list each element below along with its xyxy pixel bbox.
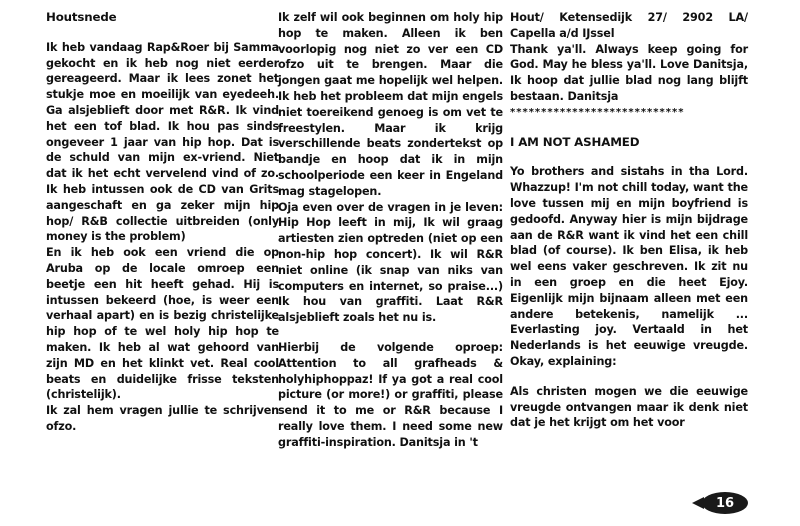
spacer bbox=[510, 121, 748, 135]
column-middle bbox=[278, 10, 503, 451]
letter-heading: I AM NOT ASHAMED bbox=[510, 134, 640, 149]
spacer bbox=[278, 326, 503, 340]
letter-paragraph: Thank ya'll. Always keep going for God. May he bless ya'll. Love Danitsja, Ik hoop dat jullie blad nog lang blijft bestaan. Danitsja bbox=[510, 42, 748, 103]
column-left bbox=[46, 10, 279, 435]
star-divider: **************************** bbox=[510, 106, 685, 118]
letter-paragraph: Ik zelf wil ook beginnen om holy hip hop te maken. Alleen ik ben voorlopig nog niet zo ver een CD ofzo uit te brengen. Maar die jongen gaat me hopelijk wel helpen. Ik heb het probleem dat mijn engels niet toereikend genoeg is om vet te freestylen. Maar ik krijg verschillende beats zondertekst op bandje en hoop dat ik in mijn schoolperiode een keer in Engeland mag stagelopen. bbox=[278, 11, 503, 198]
address-line: Hout/ Ketensedijk 27/ 2902 LA/ Capella a/d IJssel bbox=[510, 11, 748, 40]
letter-paragraph: Ik zal hem vragen jullie te schrijven ofzo. bbox=[46, 404, 279, 433]
column-right bbox=[510, 10, 748, 431]
spacer bbox=[510, 150, 748, 164]
letter-paragraph: Yo brothers and sistahs in tha Lord. Whazzup! I'm not chill today, want the love tussen mij en mijn boyfriend is gedoofd. Anyway hier is mijn bijdrage aan de R&R want ik vind het een chill blad (of course). Ik ben Elisa, ik heb wel eens vaker geschreven. Ik zit nu in een groep en die heet Ejoy. Eigenlijk mijn bijnaam alleen met een andere betekenis, namelijk ... Everlasting joy. Vertaald in het Nederlands is het eeuwige vreugde. Okay, explaining: bbox=[510, 165, 748, 368]
letter-paragraph: Ik heb vandaag Rap&Roer bij Samma gekocht en ik heb nog niet eerder gereageerd. Maar ik lees zonet het stukje moe en moeilijk van eyedeeh. Ga alsjeblieft door met R&R. Ik vind het een tof blad. Ik hou pas sinds ongeveer 1 jaar van hip hop. Dat is de schuld van mijn ex-vriend. Niet dat ik het echt vervelend vind of zo. Ik heb intussen ook de CD van Grits aangeschaft en ga zeker mijn hip hop/ R&B collectie uitbreiden (only money is the problem) bbox=[46, 40, 279, 244]
spacer bbox=[510, 370, 748, 384]
spacer bbox=[46, 26, 279, 40]
letter-heading: Houtsnede bbox=[46, 10, 117, 24]
letter-paragraph: Hierbij de volgende oproep: Attention to all grafheads & holyhiphoppaz! If ya got a real cool picture (or more!) or graffiti, please send it to me or R&R because I really love them. I need some new graffiti-inspiration. Danitsja in 't bbox=[278, 340, 503, 449]
letter-paragraph: Als christen mogen we die eeuwige vreugde ontvangen maar ik denk niet dat je het krijgt om het voor bbox=[510, 384, 748, 430]
letter-paragraph: En ik heb ook een vriend die op Aruba op de locale omroep een beetje een hit heeft gehad. Hij is intussen bekeerd (hoe, is weer een verhaal apart) en is bezig christelijke hip hop of te wel holy hip hop te maken. Ik heb al wat gehoord van zijn MD en het klinkt vet. Real cool beats en duidelijke frisse teksten (christelijk). bbox=[46, 246, 279, 402]
letter-paragraph: Oja even over de vragen in je leven: Hip Hop leeft in mij, Ik wil graag artiesten zien optreden (niet op een non-hip hop concert). Ik wil R&R niet online (ik snap van niks van computers en internet, so praise...) Ik hou van graffiti. Laat R&R alsjeblieft zoals het nu is. bbox=[278, 200, 503, 325]
page-number-badge: 16 bbox=[702, 492, 748, 514]
